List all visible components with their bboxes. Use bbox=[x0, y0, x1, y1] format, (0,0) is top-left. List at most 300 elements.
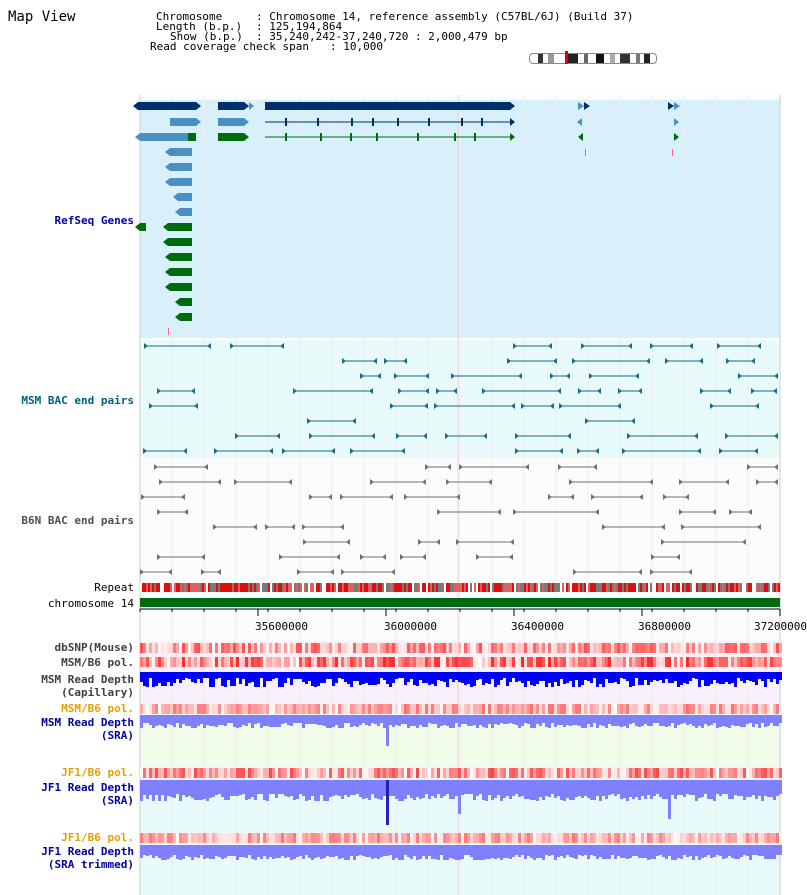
polymorphism-cell bbox=[440, 704, 443, 714]
bac-end-marker bbox=[697, 448, 701, 454]
bac-end-marker bbox=[602, 524, 606, 530]
polymorphism-cell bbox=[563, 643, 566, 653]
polymorphism-cell bbox=[626, 643, 629, 653]
bac-end-marker bbox=[548, 494, 552, 500]
polymorphism-cell bbox=[710, 657, 713, 667]
polymorphism-cell bbox=[188, 833, 191, 843]
read-depth-bar bbox=[344, 672, 347, 682]
polymorphism-cell bbox=[305, 833, 308, 843]
polymorphism-cell bbox=[239, 643, 242, 653]
polymorphism-cell bbox=[386, 768, 389, 778]
polymorphism-cell bbox=[686, 768, 689, 778]
polymorphism-cell bbox=[203, 657, 206, 667]
polymorphism-cell bbox=[161, 657, 164, 667]
read-depth-bar bbox=[566, 715, 569, 725]
polymorphism-cell bbox=[641, 833, 644, 843]
read-depth-bar bbox=[761, 672, 764, 681]
read-depth-bar bbox=[206, 715, 209, 725]
read-depth-bar bbox=[758, 845, 761, 856]
gene-isoform bbox=[168, 223, 192, 231]
read-depth-bar bbox=[668, 845, 671, 856]
polymorphism-cell bbox=[353, 704, 356, 714]
polymorphism-cell bbox=[395, 657, 398, 667]
polymorphism-cell bbox=[500, 704, 503, 714]
polymorphism-cell bbox=[671, 643, 674, 653]
polymorphism-cell bbox=[374, 704, 377, 714]
polymorphism-cell bbox=[257, 643, 260, 653]
read-depth-bar bbox=[506, 845, 509, 858]
bac-end-marker bbox=[389, 494, 393, 500]
polymorphism-cell bbox=[263, 657, 266, 667]
polymorphism-cell bbox=[692, 643, 695, 653]
gene-arrow bbox=[244, 133, 249, 141]
polymorphism-cell bbox=[557, 643, 560, 653]
read-depth-bar bbox=[557, 780, 560, 796]
polymorphism-cell bbox=[494, 657, 497, 667]
polymorphism-cell bbox=[140, 643, 143, 653]
read-depth-bar bbox=[503, 845, 506, 858]
bac-end-marker bbox=[459, 464, 463, 470]
bac-end-marker bbox=[422, 479, 426, 485]
polymorphism-cell bbox=[701, 643, 704, 653]
polymorphism-cell bbox=[260, 833, 263, 843]
polymorphism-cell bbox=[761, 704, 764, 714]
polymorphism-cell bbox=[554, 768, 557, 778]
polymorphism-cell bbox=[248, 833, 251, 843]
repeat-segment bbox=[534, 583, 536, 592]
bac-end-marker bbox=[747, 464, 751, 470]
repeat-segment bbox=[222, 583, 224, 592]
read-depth-bar bbox=[239, 672, 242, 684]
bac-end-marker bbox=[688, 569, 692, 575]
read-depth-bar bbox=[407, 780, 410, 795]
read-depth-bar bbox=[362, 845, 365, 856]
repeat-segment bbox=[500, 583, 502, 592]
polymorphism-cell bbox=[689, 833, 692, 843]
repeat-segment bbox=[372, 583, 374, 592]
read-depth-bar bbox=[425, 672, 428, 683]
read-depth-bar bbox=[224, 845, 227, 858]
polymorphism-cell bbox=[371, 833, 374, 843]
repeat-segment bbox=[326, 583, 328, 592]
polymorphism-cell bbox=[158, 833, 161, 843]
repeat-segment bbox=[228, 583, 230, 592]
bac-end-marker bbox=[269, 448, 273, 454]
polymorphism-cell bbox=[431, 704, 434, 714]
bac-end-marker bbox=[436, 539, 440, 545]
read-depth-bar bbox=[593, 780, 596, 800]
polymorphism-cell bbox=[500, 768, 503, 778]
read-depth-bar bbox=[599, 672, 602, 684]
polymorphism-cell bbox=[734, 833, 737, 843]
polymorphism-cell bbox=[647, 768, 650, 778]
polymorphism-cell bbox=[455, 704, 458, 714]
read-depth-bar bbox=[326, 845, 329, 856]
polymorphism-cell bbox=[368, 768, 371, 778]
polymorphism-cell bbox=[674, 833, 677, 843]
read-depth-bar bbox=[632, 845, 635, 856]
bac-end-marker bbox=[577, 448, 581, 454]
polymorphism-cell bbox=[224, 768, 227, 778]
polymorphism-cell bbox=[575, 704, 578, 714]
read-depth-bar bbox=[662, 780, 665, 799]
polymorphism-cell bbox=[278, 704, 281, 714]
read-depth-bar bbox=[386, 715, 389, 746]
read-depth-bar bbox=[269, 715, 272, 727]
bac-end-marker bbox=[391, 569, 395, 575]
read-depth-bar bbox=[269, 672, 272, 681]
polymorphism-cell bbox=[431, 657, 434, 667]
read-depth-bar bbox=[638, 715, 641, 727]
read-depth-bar bbox=[584, 845, 587, 855]
polymorphism-cell bbox=[752, 768, 755, 778]
polymorphism-cell bbox=[761, 643, 764, 653]
read-depth-bar bbox=[293, 845, 296, 859]
polymorphism-cell bbox=[683, 768, 686, 778]
polymorphism-cell bbox=[434, 768, 437, 778]
repeat-segment bbox=[320, 583, 322, 592]
polymorphism-cell bbox=[488, 657, 491, 667]
read-depth-bar bbox=[434, 672, 437, 686]
polymorphism-cell bbox=[317, 643, 320, 653]
polymorphism-cell bbox=[293, 704, 296, 714]
polymorphism-cell bbox=[365, 768, 368, 778]
polymorphism-cell bbox=[326, 657, 329, 667]
read-depth-bar bbox=[410, 845, 413, 859]
read-depth-bar bbox=[146, 780, 149, 799]
polymorphism-cell bbox=[695, 768, 698, 778]
polymorphism-cell bbox=[587, 768, 590, 778]
repeat-segment bbox=[698, 583, 700, 592]
polymorphism-cell bbox=[404, 833, 407, 843]
read-depth-bar bbox=[764, 780, 767, 796]
read-depth-bar bbox=[680, 845, 683, 859]
repeat-segment bbox=[486, 583, 488, 592]
bac-end-marker bbox=[525, 464, 529, 470]
polymorphism-cell bbox=[461, 768, 464, 778]
read-depth-bar bbox=[692, 715, 695, 726]
bac-end-marker bbox=[149, 403, 153, 409]
polymorphism-cell bbox=[152, 657, 155, 667]
repeat-segment bbox=[206, 583, 208, 592]
polymorphism-cell bbox=[305, 704, 308, 714]
polymorphism-cell bbox=[494, 643, 497, 653]
polymorphism-cell bbox=[203, 833, 206, 843]
repeat-segment bbox=[424, 583, 426, 592]
repeat-segment bbox=[556, 583, 558, 592]
read-depth-bar bbox=[626, 780, 629, 801]
repeat-segment bbox=[678, 583, 680, 592]
polymorphism-cell bbox=[155, 657, 158, 667]
polymorphism-cell bbox=[374, 643, 377, 653]
read-depth-bar bbox=[254, 672, 257, 687]
repeat-segment bbox=[608, 583, 610, 592]
repeat-segment bbox=[682, 583, 684, 592]
polymorphism-cell bbox=[638, 768, 641, 778]
polymorphism-cell bbox=[668, 657, 671, 667]
bac-end-marker bbox=[676, 554, 680, 560]
polymorphism-cell bbox=[677, 643, 680, 653]
read-depth-bar bbox=[215, 672, 218, 679]
polymorphism-cell bbox=[194, 643, 197, 653]
polymorphism-cell bbox=[293, 643, 296, 653]
read-depth-bar bbox=[641, 715, 644, 726]
read-depth-bar bbox=[560, 780, 563, 800]
polymorphism-cell bbox=[464, 833, 467, 843]
repeat-segment bbox=[218, 583, 220, 592]
polymorphism-cell bbox=[422, 704, 425, 714]
polymorphism-cell bbox=[425, 833, 428, 843]
read-depth-bar bbox=[419, 845, 422, 859]
polymorphism-cell bbox=[527, 833, 530, 843]
bac-end-marker bbox=[184, 509, 188, 515]
read-depth-bar bbox=[392, 715, 395, 727]
polymorphism-cell bbox=[320, 643, 323, 653]
polymorphism-cell bbox=[167, 833, 170, 843]
polymorphism-cell bbox=[476, 657, 479, 667]
polymorphism-cell bbox=[722, 643, 725, 653]
polymorphism-cell bbox=[500, 643, 503, 653]
read-depth-bar bbox=[290, 672, 293, 685]
read-depth-bar bbox=[515, 715, 518, 725]
bac-end-marker bbox=[194, 403, 198, 409]
polymorphism-cell bbox=[623, 704, 626, 714]
gene-arrow bbox=[196, 102, 201, 110]
repeat-segment bbox=[654, 583, 656, 592]
polymorphism-cell bbox=[647, 643, 650, 653]
polymorphism-cell bbox=[158, 768, 161, 778]
gene-arrow bbox=[196, 118, 201, 126]
read-depth-bar bbox=[596, 845, 599, 859]
polymorphism-cell bbox=[707, 704, 710, 714]
bac-end-marker bbox=[403, 358, 407, 364]
polymorphism-cell bbox=[638, 704, 641, 714]
gene-exon bbox=[351, 118, 353, 126]
polymorphism-cell bbox=[551, 768, 554, 778]
polymorphism-cell bbox=[386, 657, 389, 667]
read-depth-bar bbox=[263, 672, 266, 687]
polymorphism-cell bbox=[728, 768, 731, 778]
repeat-segment bbox=[446, 583, 448, 592]
polymorphism-cell bbox=[677, 704, 680, 714]
polymorphism-cell bbox=[671, 768, 674, 778]
read-depth-bar bbox=[743, 845, 746, 855]
read-depth-bar bbox=[476, 672, 479, 680]
polymorphism-cell bbox=[434, 833, 437, 843]
read-depth-bar bbox=[677, 672, 680, 687]
polymorphism-cell bbox=[146, 643, 149, 653]
polymorphism-cell bbox=[497, 704, 500, 714]
polymorphism-cell bbox=[353, 643, 356, 653]
read-depth-bar bbox=[734, 780, 737, 795]
polymorphism-cell bbox=[680, 768, 683, 778]
bac-end-marker bbox=[726, 358, 730, 364]
read-depth-bar bbox=[530, 780, 533, 800]
polymorphism-cell bbox=[641, 643, 644, 653]
polymorphism-cell bbox=[284, 643, 287, 653]
polymorphism-cell bbox=[416, 833, 419, 843]
polymorphism-cell bbox=[584, 657, 587, 667]
polymorphism-cell bbox=[164, 704, 167, 714]
read-depth-bar bbox=[479, 845, 482, 860]
polymorphism-cell bbox=[401, 704, 404, 714]
read-depth-bar bbox=[152, 672, 155, 687]
polymorphism-cell bbox=[224, 704, 227, 714]
repeat-segment bbox=[662, 583, 664, 592]
read-depth-bar bbox=[323, 672, 326, 683]
polymorphism-cell bbox=[203, 768, 206, 778]
bac-end-marker bbox=[646, 358, 650, 364]
repeat-segment bbox=[164, 583, 166, 592]
read-depth-bar bbox=[182, 845, 185, 859]
read-depth-bar bbox=[713, 845, 716, 857]
polymorphism-cell bbox=[494, 768, 497, 778]
bac-end-marker bbox=[293, 388, 297, 394]
polymorphism-cell bbox=[725, 704, 728, 714]
polymorphism-cell bbox=[410, 768, 413, 778]
read-depth-bar bbox=[377, 715, 380, 726]
polymorphism-cell bbox=[746, 643, 749, 653]
read-depth-bar bbox=[530, 845, 533, 858]
polymorphism-cell bbox=[392, 833, 395, 843]
read-depth-bar bbox=[149, 715, 152, 725]
read-depth-bar bbox=[581, 715, 584, 728]
polymorphism-cell bbox=[764, 704, 767, 714]
read-depth-bar bbox=[683, 672, 686, 683]
read-depth-bar bbox=[569, 672, 572, 681]
read-depth-bar bbox=[161, 672, 164, 686]
read-depth-bar bbox=[395, 715, 398, 725]
read-depth-bar bbox=[683, 715, 686, 723]
polymorphism-cell bbox=[572, 643, 575, 653]
read-depth-bar bbox=[152, 845, 155, 858]
read-depth-bar bbox=[203, 715, 206, 728]
gene-body bbox=[138, 102, 196, 110]
polymorphism-cell bbox=[272, 657, 275, 667]
read-depth-bar bbox=[389, 845, 392, 855]
read-depth-bar bbox=[740, 845, 743, 857]
read-depth-bar bbox=[209, 715, 212, 726]
bac-end-marker bbox=[340, 494, 344, 500]
read-depth-bar bbox=[293, 715, 296, 723]
polymorphism-cell bbox=[188, 768, 191, 778]
polymorphism-cell bbox=[554, 657, 557, 667]
read-depth-bar bbox=[371, 715, 374, 723]
repeat-segment bbox=[754, 583, 756, 592]
polymorphism-cell bbox=[281, 704, 284, 714]
read-depth-bar bbox=[500, 672, 503, 680]
read-depth-bar bbox=[599, 780, 602, 801]
read-depth-bar bbox=[710, 780, 713, 799]
polymorphism-cell bbox=[503, 704, 506, 714]
polymorphism-cell bbox=[221, 833, 224, 843]
polymorphism-cell bbox=[560, 704, 563, 714]
polymorphism-cell bbox=[596, 643, 599, 653]
polymorphism-cell bbox=[182, 643, 185, 653]
polymorphism-cell bbox=[569, 704, 572, 714]
read-depth-bar bbox=[725, 845, 728, 858]
polymorphism-cell bbox=[503, 657, 506, 667]
polymorphism-cell bbox=[497, 768, 500, 778]
repeat-segment bbox=[772, 583, 774, 592]
repeat-segment bbox=[728, 583, 730, 592]
polymorphism-cell bbox=[467, 643, 470, 653]
read-depth-bar bbox=[506, 715, 509, 724]
polymorphism-cell bbox=[389, 643, 392, 653]
read-depth-bar bbox=[365, 780, 368, 798]
bac-end-marker bbox=[217, 569, 221, 575]
repeat-segment bbox=[564, 583, 566, 592]
read-depth-bar bbox=[305, 672, 308, 684]
read-depth-bar bbox=[665, 715, 668, 727]
read-depth-bar bbox=[341, 845, 344, 858]
read-depth-bar bbox=[446, 845, 449, 860]
read-depth-bar bbox=[143, 780, 146, 795]
read-depth-bar bbox=[284, 672, 287, 683]
repeat-segment bbox=[568, 583, 570, 592]
polymorphism-cell bbox=[524, 704, 527, 714]
repeat-segment bbox=[616, 583, 618, 592]
polymorphism-cell bbox=[722, 768, 725, 778]
polymorphism-cell bbox=[335, 704, 338, 714]
gene-arrow bbox=[135, 133, 140, 141]
read-depth-bar bbox=[194, 672, 197, 683]
read-depth-bar bbox=[575, 715, 578, 725]
polymorphism-cell bbox=[200, 657, 203, 667]
polymorphism-cell bbox=[557, 768, 560, 778]
polymorphism-cell bbox=[422, 657, 425, 667]
read-depth-bar bbox=[533, 780, 536, 800]
repeat-segment bbox=[526, 583, 528, 592]
repeat-label: Repeat bbox=[94, 581, 134, 594]
read-depth-bar bbox=[368, 845, 371, 857]
polymorphism-cell bbox=[704, 768, 707, 778]
polymorphism-cell bbox=[512, 643, 515, 653]
read-depth-bar bbox=[455, 845, 458, 860]
polymorphism-cell bbox=[332, 657, 335, 667]
read-depth-bar bbox=[665, 845, 668, 859]
read-depth-bar bbox=[332, 672, 335, 686]
bac-end-marker bbox=[437, 509, 441, 515]
read-depth-bar bbox=[776, 780, 779, 796]
polymorphism-cell bbox=[521, 643, 524, 653]
polymorphism-cell bbox=[635, 643, 638, 653]
bac-end-marker bbox=[288, 479, 292, 485]
read-depth-bar bbox=[719, 672, 722, 684]
read-depth-bar bbox=[188, 672, 191, 679]
polymorphism-cell bbox=[584, 833, 587, 843]
read-depth-bar bbox=[692, 780, 695, 795]
polymorphism-cell bbox=[674, 704, 677, 714]
read-depth-bar bbox=[281, 780, 284, 794]
polymorphism-cell bbox=[653, 657, 656, 667]
read-depth-bar bbox=[224, 715, 227, 726]
repeat-segment bbox=[404, 583, 406, 592]
polymorphism-cell bbox=[770, 768, 773, 778]
gene-arrow bbox=[165, 283, 170, 291]
read-depth-bar bbox=[326, 672, 329, 679]
polymorphism-cell bbox=[707, 657, 710, 667]
polymorphism-cell bbox=[650, 833, 653, 843]
read-depth-bar bbox=[704, 715, 707, 724]
read-depth-bar bbox=[755, 715, 758, 724]
polymorphism-cell bbox=[269, 768, 272, 778]
repeat-segment bbox=[382, 583, 384, 592]
gene-isoform bbox=[180, 313, 192, 321]
polymorphism-cell bbox=[236, 704, 239, 714]
polymorphism-cell bbox=[629, 643, 632, 653]
polymorphism-cell bbox=[689, 768, 692, 778]
